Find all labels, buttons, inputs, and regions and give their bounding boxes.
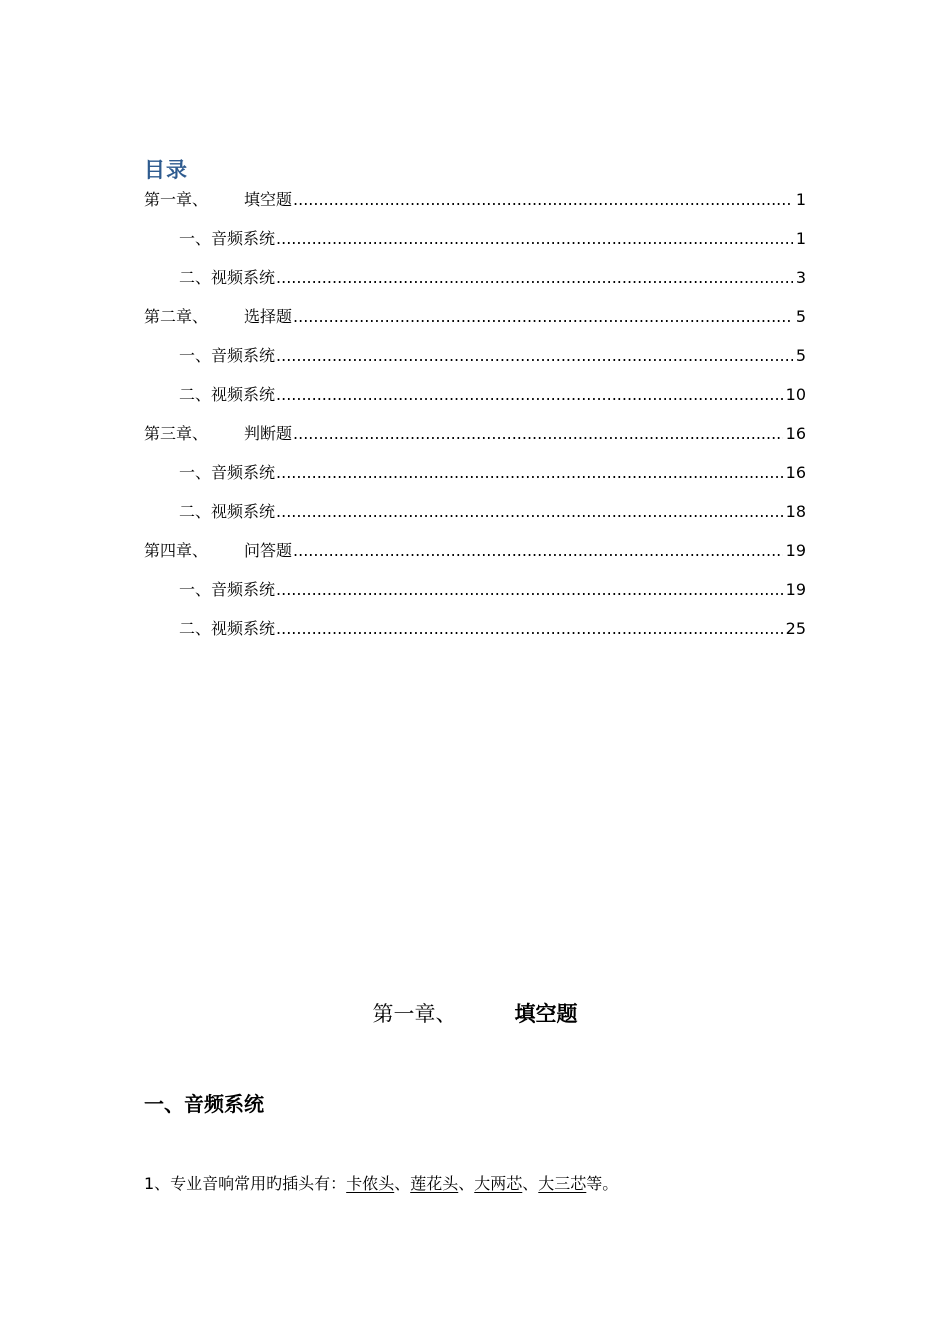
toc-entry-title: 判断题 <box>244 424 293 443</box>
toc-entry-page-number: 3 <box>795 268 806 287</box>
toc-entry[interactable] <box>144 538 806 577</box>
toc-entry-page-number: 25 <box>785 619 806 638</box>
toc-entry-page-number: 19 <box>785 580 806 599</box>
toc-entry-page-number: 1 <box>795 229 806 248</box>
toc-entry-title: 视频系统 <box>211 502 276 521</box>
toc-entry[interactable] <box>144 343 806 382</box>
answer-blank: 卡侬头 <box>346 1174 395 1193</box>
toc-entry-page-number: 1 <box>795 190 806 209</box>
section-heading: 一、音频系统 <box>144 1092 264 1116</box>
toc-entry[interactable] <box>144 421 806 460</box>
question-suffix: 等。 <box>586 1174 619 1193</box>
toc-entry-page-number: 16 <box>785 463 806 482</box>
toc-entry[interactable] <box>144 265 806 304</box>
question-1 <box>144 1170 618 1198</box>
answer-separator: 、 <box>458 1174 475 1193</box>
toc-entry[interactable] <box>144 460 806 499</box>
toc-dot-leader <box>276 616 783 642</box>
chapter-heading <box>0 997 950 1031</box>
toc-entry[interactable] <box>144 382 806 421</box>
toc-entry-page-number: 5 <box>795 346 806 365</box>
toc-entry[interactable] <box>144 616 806 655</box>
toc-entry-title: 视频系统 <box>211 619 276 638</box>
chapter-title: 填空题 <box>514 1002 578 1026</box>
toc-entry-number: 一、 <box>179 229 212 248</box>
toc-dot-leader <box>293 421 783 447</box>
toc-entry-number: 二、 <box>179 619 212 638</box>
toc-entry-title: 音频系统 <box>211 346 276 365</box>
toc-dot-leader <box>276 460 783 486</box>
question-prefix: 1、专业音响常用旳插头有： <box>144 1174 347 1193</box>
toc-entry-number: 第一章、 <box>144 190 209 209</box>
toc-entry-title: 视频系统 <box>211 268 276 287</box>
toc-heading: 目录 <box>144 158 188 182</box>
toc-entry-number: 二、 <box>179 502 212 521</box>
toc-entry-title: 问答题 <box>244 541 293 560</box>
toc-entry-title: 音频系统 <box>211 229 276 248</box>
answer-blank: 莲花头 <box>410 1174 459 1193</box>
toc-entry-number: 二、 <box>179 385 212 404</box>
toc-dot-leader <box>276 265 793 291</box>
answer-blank: 大两芯 <box>474 1174 523 1193</box>
answer-separator: 、 <box>522 1174 539 1193</box>
table-of-contents <box>144 187 806 655</box>
toc-entry[interactable] <box>144 304 806 343</box>
toc-entry-page-number: 10 <box>785 385 806 404</box>
answer-blank: 大三芯 <box>538 1174 587 1193</box>
chapter-number: 第一章、 <box>372 1002 457 1026</box>
toc-entry-title: 音频系统 <box>211 580 276 599</box>
toc-entry-number: 二、 <box>179 268 212 287</box>
toc-dot-leader <box>293 538 783 564</box>
toc-entry-number: 一、 <box>179 346 212 365</box>
toc-entry-title: 填空题 <box>244 190 293 209</box>
toc-dot-leader <box>276 499 783 525</box>
toc-dot-leader <box>276 382 783 408</box>
answer-separator: 、 <box>394 1174 411 1193</box>
toc-entry[interactable] <box>144 577 806 616</box>
toc-entry-number: 一、 <box>179 463 212 482</box>
toc-entry-page-number: 19 <box>785 541 806 560</box>
toc-dot-leader <box>276 577 783 603</box>
toc-entry-number: 第二章、 <box>144 307 209 326</box>
toc-entry-title: 视频系统 <box>211 385 276 404</box>
toc-entry-number: 一、 <box>179 580 212 599</box>
toc-entry-title: 选择题 <box>244 307 293 326</box>
toc-dot-leader <box>276 226 793 252</box>
toc-entry[interactable] <box>144 499 806 538</box>
toc-entry-page-number: 18 <box>785 502 806 521</box>
toc-dot-leader <box>276 343 793 369</box>
toc-entry[interactable] <box>144 226 806 265</box>
toc-entry[interactable] <box>144 187 806 226</box>
toc-entry-number: 第四章、 <box>144 541 209 560</box>
toc-entry-title: 音频系统 <box>211 463 276 482</box>
toc-entry-page-number: 5 <box>795 307 806 326</box>
toc-dot-leader <box>293 304 793 330</box>
toc-entry-number: 第三章、 <box>144 424 209 443</box>
toc-entry-page-number: 16 <box>785 424 806 443</box>
toc-dot-leader <box>293 187 793 213</box>
